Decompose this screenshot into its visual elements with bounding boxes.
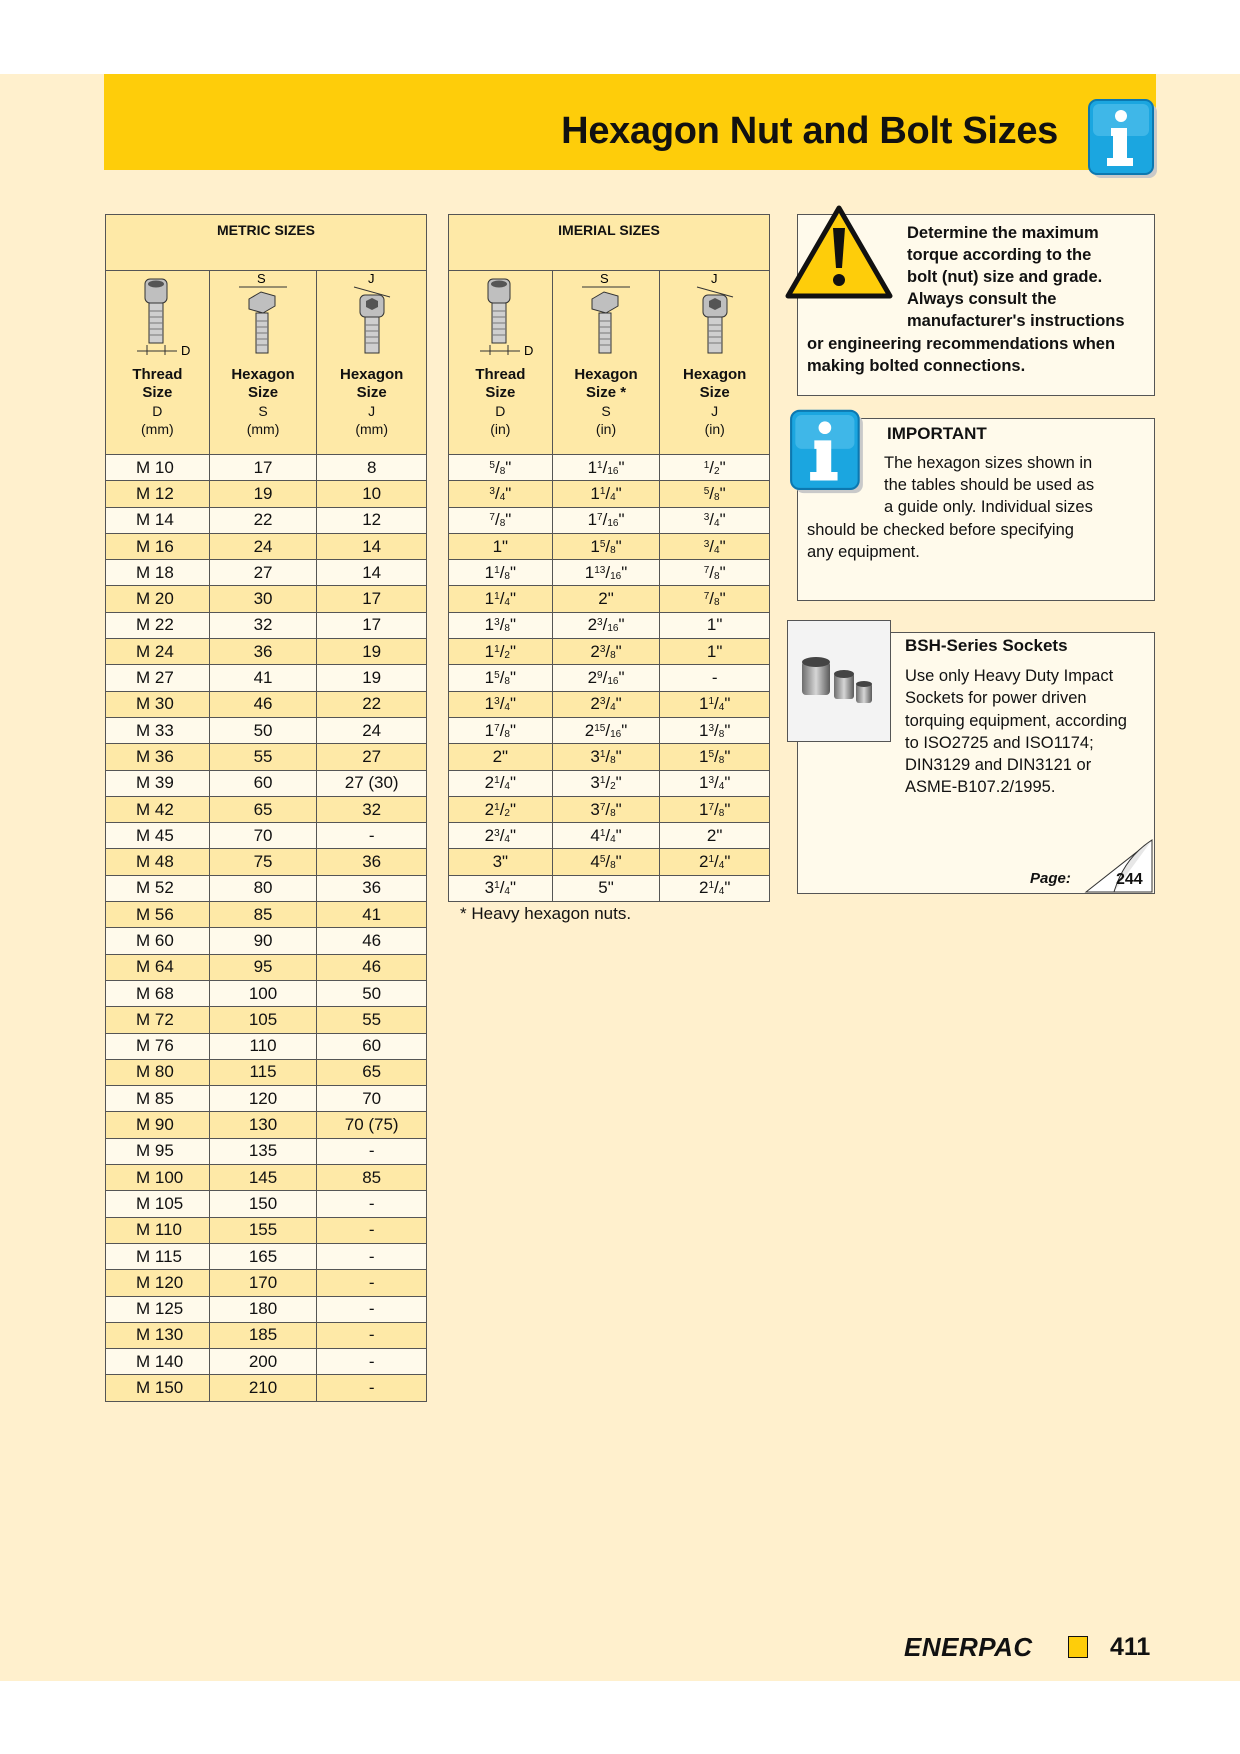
table-row xyxy=(106,770,427,796)
thread-size-cell: $^5/_8$" xyxy=(449,455,553,481)
table-row xyxy=(106,823,427,849)
table-row xyxy=(106,928,427,954)
thread-size-cell: M 45 xyxy=(106,823,210,849)
table-row xyxy=(449,612,770,638)
thread-size-cell: M 60 xyxy=(106,928,210,954)
thread-size-cell: M 10 xyxy=(106,455,210,481)
thread-size-cell: M 42 xyxy=(106,796,210,822)
important-title: IMPORTANT xyxy=(887,424,987,443)
thread-size-cell: M 18 xyxy=(106,560,210,586)
bolt-d-diagram xyxy=(449,271,553,363)
hexagon-size-cell: 100 xyxy=(209,980,317,1006)
page-title: Hexagon Nut and Bolt Sizes xyxy=(561,110,1058,152)
thread-size-cell: M 72 xyxy=(106,1007,210,1033)
table-row xyxy=(449,560,770,586)
table-row xyxy=(449,639,770,665)
hexagon-size-cell: 24 xyxy=(209,533,317,559)
metric-col-hexagon-j: Hexagon Size J (mm) xyxy=(317,362,427,455)
hexagon-size-cell: $2^{15}/_{16}$" xyxy=(552,717,660,743)
hexagon-size-cell: 120 xyxy=(209,1086,317,1112)
table-row xyxy=(106,1059,427,1085)
table-row xyxy=(106,1375,427,1401)
hexagon-size-cell: $1^5/_8$" xyxy=(552,533,660,559)
hexagon-size-cell: $2^3/_{16}$" xyxy=(552,612,660,638)
table-row xyxy=(106,586,427,612)
hexagon-size-cell: 85 xyxy=(209,902,317,928)
thread-size-cell: M 105 xyxy=(106,1191,210,1217)
svg-text:S: S xyxy=(600,271,609,286)
table-row xyxy=(106,1086,427,1112)
table-row xyxy=(106,1165,427,1191)
hexagon-size-cell: 75 xyxy=(209,849,317,875)
socket-head-bolt-icon xyxy=(117,271,197,357)
thread-size-cell: M 12 xyxy=(106,481,210,507)
thread-size-cell: M 110 xyxy=(106,1217,210,1243)
thread-size-cell: M 100 xyxy=(106,1165,210,1191)
hex-socket-bolt-icon xyxy=(332,271,412,357)
hexagon-size-cell: 55 xyxy=(317,1007,427,1033)
thread-size-cell: M 115 xyxy=(106,1243,210,1269)
table-row xyxy=(106,1270,427,1296)
table-row xyxy=(106,1191,427,1217)
table-row xyxy=(106,1322,427,1348)
thread-size-cell: M 64 xyxy=(106,954,210,980)
hexagon-size-cell: $1^5/_8$" xyxy=(660,744,770,770)
hexagon-size-cell: $1^1/_4$" xyxy=(660,691,770,717)
hexagon-size-cell: 17 xyxy=(317,586,427,612)
hexagon-size-cell: 2" xyxy=(552,586,660,612)
table-row xyxy=(449,717,770,743)
hexagon-size-cell: 60 xyxy=(209,770,317,796)
socket-head-bolt-icon xyxy=(460,271,540,357)
thread-size-cell: 1" xyxy=(449,533,553,559)
hexagon-size-cell: $2^1/_4$" xyxy=(660,849,770,875)
table-row xyxy=(106,560,427,586)
svg-text:J: J xyxy=(710,271,718,286)
important-line: a guide only. Individual sizes xyxy=(884,498,1093,516)
table-row xyxy=(106,902,427,928)
thread-size-cell: $1^3/_8$" xyxy=(449,612,553,638)
table-row xyxy=(106,639,427,665)
thread-size-cell: M 22 xyxy=(106,612,210,638)
table-row xyxy=(106,1296,427,1322)
warning-line: or engineering recommendations when xyxy=(807,335,1116,353)
table-row xyxy=(106,612,427,638)
thread-size-cell: M 48 xyxy=(106,849,210,875)
thread-size-cell: M 36 xyxy=(106,744,210,770)
thread-size-cell: M 14 xyxy=(106,507,210,533)
hex-socket-bolt-j-diagram xyxy=(317,271,427,363)
table-row xyxy=(106,849,427,875)
hexagon-size-cell: 150 xyxy=(209,1191,317,1217)
thread-size-cell: M 130 xyxy=(106,1322,210,1348)
hexagon-size-cell: 200 xyxy=(209,1349,317,1375)
table-row xyxy=(106,1138,427,1164)
hexagon-size-cell: $3^1/_2$" xyxy=(552,770,660,796)
hexagon-size-cell: 17 xyxy=(317,612,427,638)
hexagon-size-cell: - xyxy=(660,665,770,691)
table-row xyxy=(106,507,427,533)
hexagon-size-cell: 2" xyxy=(660,823,770,849)
warning-line: making bolted connections. xyxy=(807,357,1026,375)
hexagon-size-cell: 19 xyxy=(317,665,427,691)
bsh-title: BSH-Series Sockets xyxy=(905,636,1068,655)
thread-size-cell: M 125 xyxy=(106,1296,210,1322)
hexagon-size-cell: 36 xyxy=(209,639,317,665)
hexagon-size-cell: 32 xyxy=(317,796,427,822)
table-row xyxy=(106,533,427,559)
hexagon-size-cell: $1^3/_4$" xyxy=(660,770,770,796)
important-line: should be checked before specifying xyxy=(807,521,1074,539)
table-row xyxy=(449,875,770,901)
thread-size-cell: M 52 xyxy=(106,875,210,901)
table-row xyxy=(449,481,770,507)
thread-size-cell: $2^1/_2$" xyxy=(449,796,553,822)
table-row xyxy=(449,770,770,796)
hexagon-size-cell: 1" xyxy=(660,612,770,638)
hexagon-size-cell: $^3/_4$" xyxy=(660,507,770,533)
hexagon-size-cell: - xyxy=(317,1270,427,1296)
imperial-caption: IMERIAL SIZES xyxy=(449,215,770,271)
table-row xyxy=(449,455,770,481)
hexagon-size-cell: 46 xyxy=(317,954,427,980)
thread-size-cell: 3" xyxy=(449,849,553,875)
warning-line: manufacturer's instructions xyxy=(907,312,1125,330)
bsh-description: Use only Heavy Duty Impact Sockets for power driven torquing equipment, according to ISO2725 and ISO1174; DIN3129 and DIN3121 or ASME-B107.2/1995. xyxy=(905,667,1127,797)
warning-icon xyxy=(784,204,894,300)
enerpac-logo-icon xyxy=(1068,1636,1088,1658)
hexagon-size-cell: - xyxy=(317,1375,427,1401)
table-row xyxy=(449,823,770,849)
table-row xyxy=(106,1217,427,1243)
hexagon-size-cell: 22 xyxy=(209,507,317,533)
hexagon-size-cell: 170 xyxy=(209,1270,317,1296)
thread-size-cell: M 95 xyxy=(106,1138,210,1164)
hexagon-size-cell: 80 xyxy=(209,875,317,901)
table-row xyxy=(449,665,770,691)
thread-size-cell: M 24 xyxy=(106,639,210,665)
table-row xyxy=(106,1349,427,1375)
svg-text:D: D xyxy=(181,343,191,357)
hexagon-size-cell: $1^1/_{16}$" xyxy=(552,455,660,481)
hexagon-size-cell: 41 xyxy=(317,902,427,928)
hexagon-size-cell: $4^1/_4$" xyxy=(552,823,660,849)
thread-size-cell: M 85 xyxy=(106,1086,210,1112)
hexagon-size-cell: 185 xyxy=(209,1322,317,1348)
hexagon-size-cell: 135 xyxy=(209,1138,317,1164)
table-row xyxy=(106,954,427,980)
thread-size-cell: $2^3/_4$" xyxy=(449,823,553,849)
thread-size-cell: M 27 xyxy=(106,665,210,691)
hexagon-size-cell: $^5/_8$" xyxy=(660,481,770,507)
thread-size-cell: M 140 xyxy=(106,1349,210,1375)
hexagon-size-cell: $1^1/_4$" xyxy=(552,481,660,507)
imperial-col-thread: Thread Size D (in) xyxy=(449,362,553,455)
hexagon-size-cell: 1" xyxy=(660,639,770,665)
hexagon-size-cell: $1^7/_{16}$" xyxy=(552,507,660,533)
imperial-sizes-table xyxy=(448,214,770,902)
hexagon-size-cell: 14 xyxy=(317,560,427,586)
page-reference-label: Page: xyxy=(1030,870,1071,887)
table-row xyxy=(106,980,427,1006)
hex-socket-bolt-j-diagram xyxy=(660,271,770,363)
table-row xyxy=(106,875,427,901)
hexagon-size-cell: 19 xyxy=(209,481,317,507)
hexagon-size-cell: - xyxy=(317,1217,427,1243)
hexagon-size-cell: 60 xyxy=(317,1033,427,1059)
hex-head-bolt-icon xyxy=(223,271,303,357)
imperial-col-hexagon-s: Hexagon Size * S (in) xyxy=(552,362,660,455)
hexagon-size-cell: 5" xyxy=(552,875,660,901)
thread-size-cell: M 68 xyxy=(106,980,210,1006)
thread-size-cell: M 30 xyxy=(106,691,210,717)
thread-size-cell: M 76 xyxy=(106,1033,210,1059)
thread-size-cell: M 150 xyxy=(106,1375,210,1401)
info-icon xyxy=(789,408,865,496)
hexagon-size-cell: 145 xyxy=(209,1165,317,1191)
hexagon-size-cell: $2^3/_8$" xyxy=(552,639,660,665)
hexagon-size-cell: 70 xyxy=(317,1086,427,1112)
hexagon-size-cell: 24 xyxy=(317,717,427,743)
thread-size-cell: $3^1/_4$" xyxy=(449,875,553,901)
table-row xyxy=(449,849,770,875)
hexagon-size-cell: 130 xyxy=(209,1112,317,1138)
hexagon-size-cell: $^7/_8$" xyxy=(660,560,770,586)
hexagon-size-cell: 70 (75) xyxy=(317,1112,427,1138)
hexagon-size-cell: 70 xyxy=(209,823,317,849)
svg-text:D: D xyxy=(524,343,534,357)
hexagon-size-cell: 27 (30) xyxy=(317,770,427,796)
svg-text:S: S xyxy=(257,271,266,286)
thread-size-cell: $1^5/_8$" xyxy=(449,665,553,691)
table-row xyxy=(449,691,770,717)
hexagon-size-cell: 27 xyxy=(317,744,427,770)
page-number: 411 xyxy=(1110,1633,1151,1661)
hexagon-size-cell: $1^7/_8$" xyxy=(660,796,770,822)
hexagon-size-cell: $^7/_8$" xyxy=(660,586,770,612)
hexagon-size-cell: $^3/_4$" xyxy=(660,533,770,559)
hexagon-size-cell: 210 xyxy=(209,1375,317,1401)
table-row xyxy=(449,744,770,770)
hexagon-size-cell: 41 xyxy=(209,665,317,691)
hexagon-size-cell: - xyxy=(317,823,427,849)
hexagon-size-cell: - xyxy=(317,1191,427,1217)
metric-caption: METRIC SIZES xyxy=(106,215,427,271)
hexagon-size-cell: 12 xyxy=(317,507,427,533)
metric-col-thread: Thread Size D (mm) xyxy=(106,362,210,455)
hexagon-size-cell: 65 xyxy=(317,1059,427,1085)
hexagon-size-cell: 105 xyxy=(209,1007,317,1033)
hexagon-size-cell: $1^{13}/_{16}$" xyxy=(552,560,660,586)
thread-size-cell: M 80 xyxy=(106,1059,210,1085)
hexagon-size-cell: 14 xyxy=(317,533,427,559)
bolt-d-diagram xyxy=(106,271,210,363)
thread-size-cell: $^7/_8$" xyxy=(449,507,553,533)
hexagon-size-cell: 46 xyxy=(317,928,427,954)
thread-size-cell: M 120 xyxy=(106,1270,210,1296)
info-icon xyxy=(1087,98,1159,180)
table-row xyxy=(106,717,427,743)
hexagon-size-cell: $1^3/_8$" xyxy=(660,717,770,743)
thread-size-cell: M 90 xyxy=(106,1112,210,1138)
thread-size-cell: $1^1/_2$" xyxy=(449,639,553,665)
table-row xyxy=(449,586,770,612)
table-row xyxy=(106,796,427,822)
hexagon-size-cell: $2^1/_4$" xyxy=(660,875,770,901)
table-row xyxy=(106,744,427,770)
hexagon-size-cell: 50 xyxy=(209,717,317,743)
socket-photo xyxy=(787,620,891,742)
important-line: any equipment. xyxy=(807,543,920,561)
table-row xyxy=(106,1112,427,1138)
hex-socket-bolt-icon xyxy=(675,271,755,357)
thread-size-cell: 2" xyxy=(449,744,553,770)
table-row xyxy=(106,1033,427,1059)
hexagon-size-cell: $3^1/_8$" xyxy=(552,744,660,770)
hexagon-size-cell: $^1/_2$" xyxy=(660,455,770,481)
hexagon-size-cell: 27 xyxy=(209,560,317,586)
hexagon-size-cell: $3^7/_8$" xyxy=(552,796,660,822)
table-row xyxy=(106,665,427,691)
warning-line: torque according to the xyxy=(907,246,1092,264)
hexagon-size-cell: 36 xyxy=(317,849,427,875)
hexagon-size-cell: - xyxy=(317,1138,427,1164)
hex-head-bolt-icon xyxy=(566,271,646,357)
hexagon-size-cell: 22 xyxy=(317,691,427,717)
thread-size-cell: M 33 xyxy=(106,717,210,743)
metric-col-hexagon-s: Hexagon Size S (mm) xyxy=(209,362,317,455)
table-row xyxy=(449,796,770,822)
enerpac-logo: ENERPAC xyxy=(904,1632,1033,1662)
hexagon-size-cell: $4^5/_8$" xyxy=(552,849,660,875)
hexagon-size-cell: 180 xyxy=(209,1296,317,1322)
svg-text:J: J xyxy=(367,271,375,286)
table-row xyxy=(106,1243,427,1269)
hexagon-size-cell: 85 xyxy=(317,1165,427,1191)
hexagon-size-cell: 115 xyxy=(209,1059,317,1085)
hexagon-size-cell: 19 xyxy=(317,639,427,665)
hexagon-size-cell: $2^9/_{16}$" xyxy=(552,665,660,691)
table-row xyxy=(449,507,770,533)
thread-size-cell: $1^1/_4$" xyxy=(449,586,553,612)
important-line: the tables should be used as xyxy=(884,476,1095,494)
hexagon-size-cell: 46 xyxy=(209,691,317,717)
table-row xyxy=(106,481,427,507)
thread-size-cell: $1^3/_4$" xyxy=(449,691,553,717)
warning-line: Always consult the xyxy=(907,290,1057,308)
warning-line: Determine the maximum xyxy=(907,224,1099,242)
hexagon-size-cell: 165 xyxy=(209,1243,317,1269)
hexagon-size-cell: 30 xyxy=(209,586,317,612)
hexagon-size-cell: 36 xyxy=(317,875,427,901)
thread-size-cell: $2^1/_4$" xyxy=(449,770,553,796)
hexagon-size-cell: - xyxy=(317,1349,427,1375)
hexagon-size-cell: 110 xyxy=(209,1033,317,1059)
hexagon-size-cell: 10 xyxy=(317,481,427,507)
important-line: The hexagon sizes shown in xyxy=(884,454,1093,472)
hexagon-size-cell: 90 xyxy=(209,928,317,954)
hexagon-size-cell: 95 xyxy=(209,954,317,980)
thread-size-cell: M 16 xyxy=(106,533,210,559)
hexagon-size-cell: $2^3/_4$" xyxy=(552,691,660,717)
hexagon-size-cell: 50 xyxy=(317,980,427,1006)
metric-sizes-table xyxy=(105,214,427,1402)
imperial-col-hexagon-j: Hexagon Size J (in) xyxy=(660,362,770,455)
hexagon-size-cell: - xyxy=(317,1296,427,1322)
hexagon-size-cell: 17 xyxy=(209,455,317,481)
hexagon-size-cell: 155 xyxy=(209,1217,317,1243)
thread-size-cell: M 39 xyxy=(106,770,210,796)
hexagon-size-cell: - xyxy=(317,1322,427,1348)
imperial-footnote: * Heavy hexagon nuts. xyxy=(460,904,632,923)
thread-size-cell: $^3/_4$" xyxy=(449,481,553,507)
impact-socket-image xyxy=(788,621,890,741)
hexagon-size-cell: 65 xyxy=(209,796,317,822)
table-row xyxy=(106,455,427,481)
warning-line: bolt (nut) size and grade. xyxy=(907,268,1103,286)
thread-size-cell: M 20 xyxy=(106,586,210,612)
hex-bolt-s-diagram xyxy=(209,271,317,363)
table-row xyxy=(449,533,770,559)
hexagon-size-cell: 55 xyxy=(209,744,317,770)
table-row xyxy=(106,691,427,717)
hexagon-size-cell: 32 xyxy=(209,612,317,638)
thread-size-cell: M 56 xyxy=(106,902,210,928)
hexagon-size-cell: 8 xyxy=(317,455,427,481)
table-row xyxy=(106,1007,427,1033)
thread-size-cell: $1^7/_8$" xyxy=(449,717,553,743)
page-reference-link[interactable]: 244 xyxy=(1116,871,1143,888)
hex-bolt-s-diagram xyxy=(552,271,660,363)
hexagon-size-cell: - xyxy=(317,1243,427,1269)
thread-size-cell: $1^1/_8$" xyxy=(449,560,553,586)
